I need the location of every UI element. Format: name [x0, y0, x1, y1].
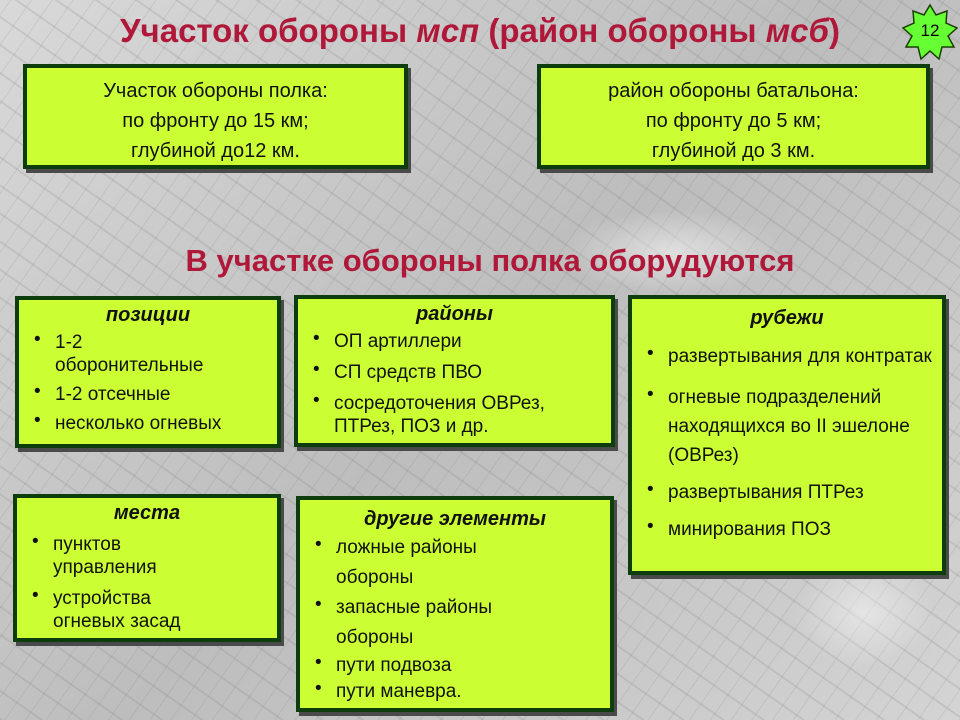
regiment-line-2: по фронту до 15 км; — [122, 110, 309, 132]
positions-list — [25, 331, 271, 435]
title-part: (район обороны — [479, 12, 766, 49]
list-item — [638, 478, 936, 507]
list-item — [25, 412, 271, 435]
battalion-line-1: район обороны батальона: — [608, 80, 859, 102]
lines-box — [628, 295, 946, 575]
list-item — [306, 679, 604, 705]
bullet-icon: • — [34, 329, 41, 350]
list-item — [638, 383, 936, 470]
battalion-line-3: глубиной до 3 км. — [651, 140, 816, 162]
lines-heading: рубежи — [750, 307, 824, 329]
title-emphasis-2: мсб — [765, 12, 829, 49]
bullet-icon: • — [32, 585, 39, 606]
list-item-text: запасные районы обороны — [336, 597, 493, 648]
bullet-icon: • — [647, 343, 654, 364]
other-elements-list — [306, 533, 604, 705]
list-item-text: пунктов управления — [53, 534, 157, 578]
other-elements-box — [296, 496, 614, 712]
areas-heading: районы — [416, 303, 493, 325]
areas-box — [294, 295, 615, 447]
list-item-text: пути подвоза — [336, 655, 452, 676]
title-emphasis-1: мсп — [416, 12, 480, 49]
battalion-area-box — [537, 64, 930, 169]
regiment-sector-box — [23, 64, 408, 169]
regiment-line-3: глубиной до12 км. — [131, 140, 300, 162]
list-item-text: ложные районы обороны — [336, 537, 477, 588]
list-item-text: 1-2 отсечные — [55, 384, 171, 405]
slide-number: 12 — [920, 21, 940, 40]
list-item — [638, 515, 936, 544]
places-list — [23, 533, 271, 633]
bullet-icon: • — [647, 384, 654, 405]
list-item-text: пути маневра. — [336, 681, 462, 702]
bullet-icon: • — [647, 479, 654, 500]
list-item-text: развертывания для контратак — [668, 346, 932, 367]
bullet-icon: • — [313, 328, 320, 349]
list-item — [25, 331, 235, 377]
list-item — [25, 383, 271, 406]
positions-heading: позиции — [105, 304, 191, 326]
battalion-line-2: по фронту до 5 км; — [645, 110, 822, 132]
list-item-text: 1-2 оборонительные — [55, 332, 204, 376]
list-item-text: сосредоточения ОВРез, ПТРез, ПОЗ и др. — [334, 393, 545, 437]
list-item — [23, 533, 223, 579]
title-part: Участок обороны — [120, 12, 417, 49]
list-item-text: несколько огневых — [55, 413, 222, 434]
bullet-icon: • — [313, 359, 320, 380]
bullet-icon: • — [32, 531, 39, 552]
bullet-icon: • — [315, 534, 322, 555]
bullet-icon: • — [34, 381, 41, 402]
other-elements-heading: другие элементы — [364, 508, 546, 530]
list-item — [306, 653, 604, 679]
list-item-text: СП средств ПВО — [334, 362, 483, 383]
list-item — [304, 392, 605, 438]
list-item — [304, 330, 605, 353]
list-item — [306, 533, 536, 593]
section-subtitle: В участке обороны полка оборудуются — [185, 243, 795, 278]
list-item — [304, 361, 605, 384]
bullet-icon: • — [315, 652, 322, 673]
slide-number-badge — [901, 3, 959, 61]
slide-title — [0, 12, 960, 50]
positions-box — [15, 296, 281, 448]
list-item-text: развертывания ПТРез — [668, 482, 864, 503]
list-item-text: огневые подразделений находящихся во II эшелоне (ОВРез) — [668, 387, 910, 466]
places-heading: места — [113, 502, 181, 524]
list-item — [23, 587, 223, 633]
title-part: ) — [828, 12, 840, 49]
list-item — [306, 593, 536, 653]
list-item-text: минирования ПОЗ — [668, 519, 831, 540]
list-item-text: устройства огневых засад — [53, 588, 181, 632]
bullet-icon: • — [315, 594, 322, 615]
bullet-icon: • — [34, 410, 41, 431]
bullet-icon: • — [313, 390, 320, 411]
regiment-line-1: Участок обороны полка: — [103, 80, 328, 102]
places-box — [13, 494, 281, 642]
areas-list — [304, 330, 605, 438]
list-item-text: ОП артиллери — [334, 331, 462, 352]
bullet-icon: • — [647, 516, 654, 537]
lines-list — [638, 342, 936, 544]
bullet-icon: • — [315, 678, 322, 699]
list-item — [638, 342, 936, 371]
